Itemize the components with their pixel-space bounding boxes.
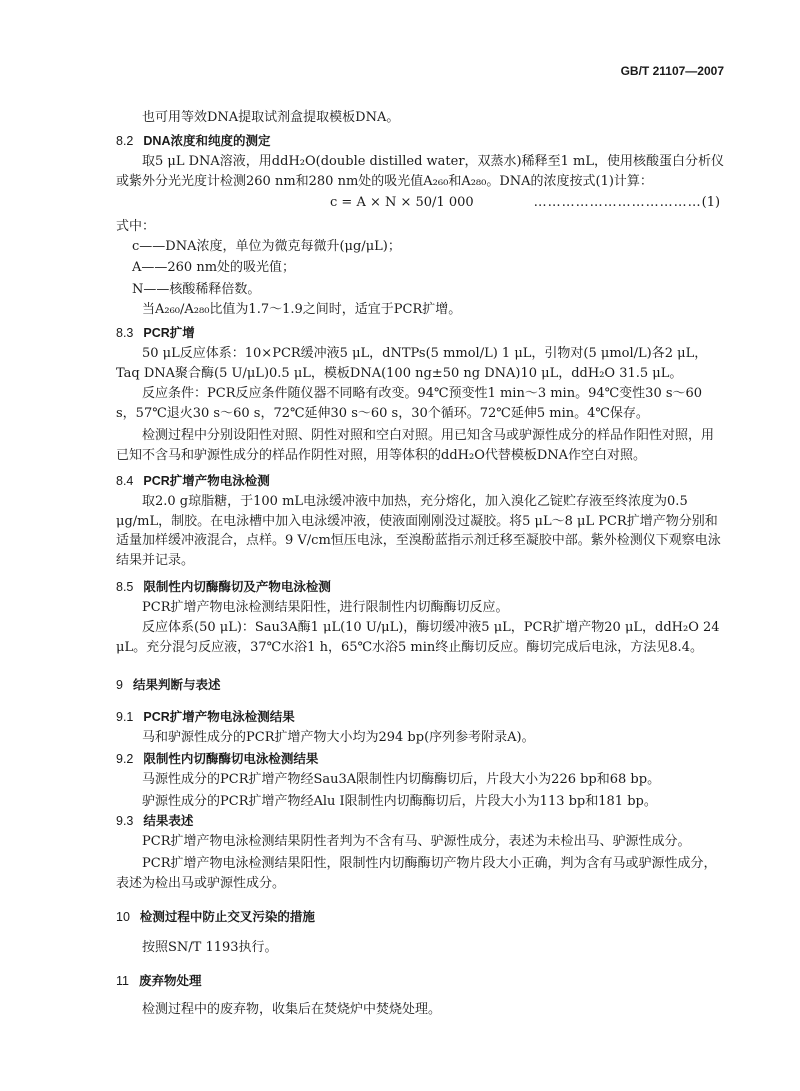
paragraph: PCR扩增产物电泳检测结果阳性，进行限制性内切酶酶切反应。 [142,600,509,615]
standard-code: GB/T 21107—2007 [620,64,724,78]
text-block [0,832,800,852]
text-block [0,598,800,618]
paragraph: 反应条件：PCR反应条件随仪器不同略有改变。94℃预变性1 min～3 min。94℃变性30 s～60 s，57℃退火30 s～60 s，72℃延伸30 s～60 s，30个循环。72℃延伸5 min。4℃保存。 [116,386,703,421]
section-title: 限制性内切酶酶切及产物电泳检测 [143,580,331,594]
text-block [0,193,800,213]
paragraph: PCR扩增产物电泳检测结果阳性，限制性内切酶酶切产物片段大小正确，判为含有马或驴源性成分，表述为检出马或驴源性成分。 [116,856,717,891]
paragraph: 也可用等效DNA提取试剂盒提取模板DNA。 [142,110,400,125]
text-block [0,854,800,893]
variable-definition: N——核酸稀释倍数。 [132,282,261,297]
paragraph: 按照SN/T 1193执行。 [142,940,278,955]
text-block [0,217,800,237]
formula [116,193,724,213]
section-number: 8.5 [116,580,134,594]
section-heading [116,472,724,491]
paragraph: PCR扩增产物电泳检测结果阴性者判为不含有马、驴源性成分，表述为未检出马、驴源性成分。 [142,834,691,849]
section-heading [116,132,724,151]
text-block [0,618,800,657]
formula-expression: c = A × N × 50/1 000 [330,195,474,210]
text-block [0,908,800,927]
text-block [0,237,800,257]
section-title: PCR扩增 [143,326,195,340]
text-block [0,152,800,191]
section-number: 9.1 [116,710,134,724]
paragraph: 取2.0 g琼脂糖，于100 mL电泳缓冲液中加热，充分熔化，加入溴化乙锭贮存液至终浓度为0.5 μg/mL，制胶。在电泳槽中加入电泳缓冲液，使液面刚刚没过凝胶。将5 μL～8 μL PCR扩增产物分别和适量加样缓冲液混合，点样。9 V/cm恒压电泳，至溴酚蓝指示剂迁移至凝胶中部。紫外检测仪下观察电泳结果并记录。 [116,494,721,568]
section-title: PCR扩增产物电泳检测 [143,474,270,488]
paragraph: 反应体系(50 μL)：Sau3A酶1 μL(10 U/μL)，酶切缓冲液5 μL，PCR扩增产物20 μL，ddH₂O 24 μL。充分混匀反应液，37℃水浴1 h，65℃水浴5 min终止酶切反应。酶切完成后电泳，方法见8.4。 [116,620,720,655]
section-heading [116,908,724,927]
section-heading [116,676,724,695]
text-block [0,426,800,465]
section-heading [116,708,724,727]
section-heading [116,324,724,343]
section-heading [116,972,724,991]
text-block [0,812,800,831]
paragraph: 检测过程中的废弃物，收集后在焚烧炉中焚烧处理。 [142,1002,442,1017]
section-number: 9.3 [116,814,134,828]
paragraph: 检测过程中分别设阳性对照、阴性对照和空白对照。用已知含马或驴源性成分的样品作阳性对照，用已知不含马和驴源性成分的样品作阴性对照，用等体积的ddH₂O代替模板DNA作空白对照。 [116,428,715,463]
section-number: 8.2 [116,134,134,148]
section-heading [116,750,724,769]
text-block [0,938,800,958]
text-block [0,132,800,151]
paragraph: 马源性成分的PCR扩增产物经Sau3A限制性内切酶酶切后，片段大小为226 bp和68 bp。 [142,772,661,787]
paragraph: 50 μL反应体系：10×PCR缓冲液5 μL，dNTPs(5 mmol/L) 1 μL，引物对(5 μmol/L)各2 μL，Taq DNA聚合酶(5 U/μL)0.5 μL，模板DNA(100 ng±50 ng DNA)10 μL，ddH₂O 31.5 μL。 [116,346,708,381]
section-title: 结果表述 [143,814,194,828]
section-number: 9.2 [116,752,134,766]
text-block [0,472,800,491]
text-block [0,492,800,570]
text-block [0,108,800,128]
text-block [0,708,800,727]
section-title: 废弃物处理 [138,974,202,988]
section-heading [116,812,724,831]
section-title: DNA浓度和纯度的测定 [143,134,271,148]
section-number: 11 [116,974,129,988]
section-title: PCR扩增产物电泳检测结果 [143,710,295,724]
paragraph: 马和驴源性成分的PCR扩增产物大小均为294 bp(序列参考附录A)。 [142,730,535,745]
text-block [0,258,800,278]
text-block [0,384,800,423]
section-heading [116,578,724,597]
formula-label: (1) [701,195,721,210]
text-block [0,300,800,320]
text-block [0,324,800,343]
text-block [0,1000,800,1020]
text-block [0,728,800,748]
text-block [0,972,800,991]
formula-leader-dots: ……………………………… [533,195,702,210]
paragraph: 取5 μL DNA溶液，用ddH₂O(double distilled water，双蒸水)稀释至1 mL，使用核酸蛋白分析仪或紫外分光光度计检测260 nm和280 nm处的吸光值A₂₆₀和A₂₈₀。DNA的浓度按式(1)计算： [116,154,724,189]
text-block [0,676,800,695]
section-title: 结果判断与表述 [132,678,221,692]
section-number: 10 [116,910,130,924]
text-block [0,770,800,790]
text-block [0,344,800,383]
variable-definition: c——DNA浓度，单位为微克每微升(μg/μL)； [132,239,401,254]
section-title: 检测过程中防止交叉污染的措施 [139,910,315,924]
text-block [0,578,800,597]
paragraph: 当A₂₆₀/A₂₈₀比值为1.7～1.9之间时，适宜于PCR扩增。 [142,302,462,317]
section-number: 8.3 [116,326,134,340]
section-title: 限制性内切酶酶切电泳检测结果 [143,752,319,766]
text-block [0,750,800,769]
section-number: 9 [116,678,123,692]
text-block [0,792,800,812]
variable-definition: A——260 nm处的吸光值； [132,260,296,275]
paragraph: 驴源性成分的PCR扩增产物经Alu I限制性内切酶酶切后，片段大小为113 bp和181 bp。 [142,794,657,809]
paragraph: 式中： [116,219,156,234]
text-block [0,280,800,300]
section-number: 8.4 [116,474,134,488]
